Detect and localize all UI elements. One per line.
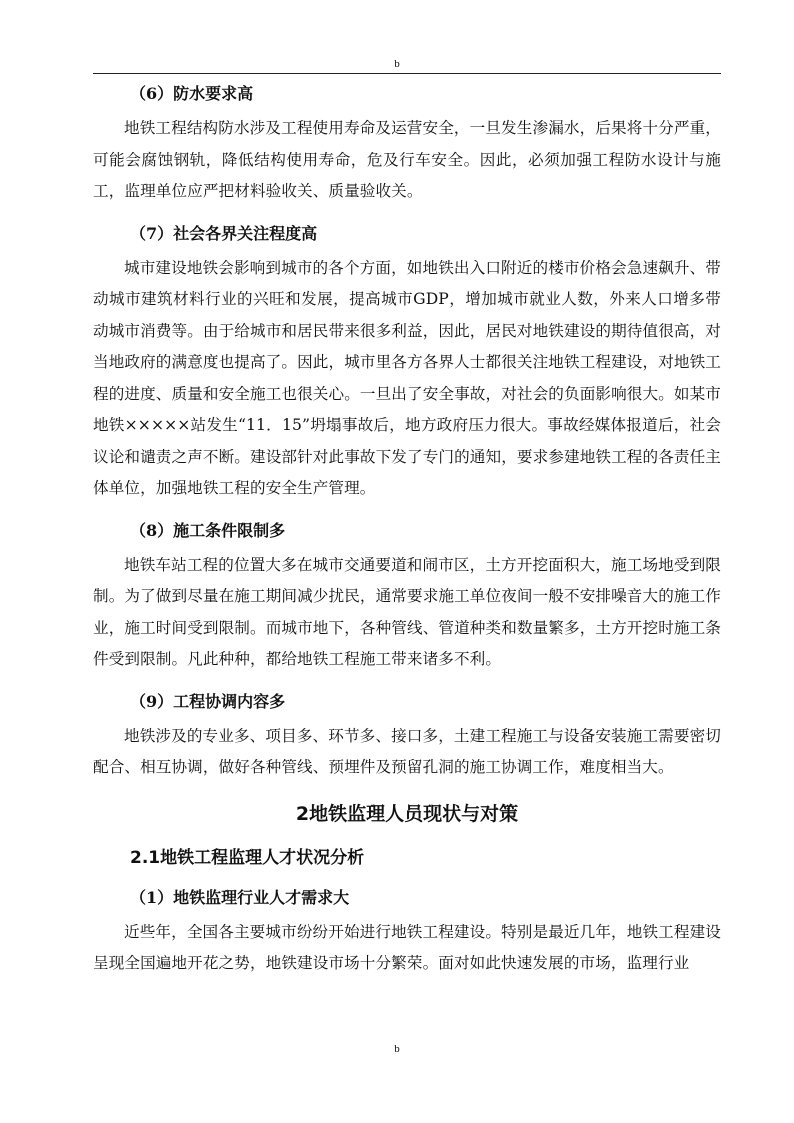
section-title: 2.1地铁工程监理人才状况分析 [130, 847, 365, 868]
page-footer-mark: b [394, 1043, 400, 1055]
chapter-title: 2地铁监理人员现状与对策 [295, 802, 519, 825]
paragraph-waterproofing: 地铁工程结构防水涉及工程使用寿命及运营安全，一旦发生渗漏水，后果将十分严重，可能会腐蚀钢轨，降低结构使用寿命，危及行车安全。因此，必须加强工程防水设计与施工，监理单位应严把材料验收关、质量验收关。 [93, 119, 721, 200]
paragraph-coordination: 地铁涉及的专业多、项目多、环节多、接口多，土建工程施工与设备安装施工需要密切配合、相互协调，做好各种管线、预埋件及预留孔洞的施工协调工作，难度相当大。 [93, 726, 721, 776]
subheading-talent-demand: （1）地铁监理行业人才需求大 [130, 887, 350, 907]
header-rule [93, 73, 721, 74]
paragraph-construction-constraints: 地铁车站工程的位置大多在城市交通要道和闹市区，土方开挖面积大，施工场地受到限制。为了做到尽量在施工期间减少扰民，通常要求施工单位夜间一般不安排噪音大的施工作业，施工时间受到限制。而城市地下，各种管线、管道种类和数量繁多，土方开挖时施工条件受到限制。凡此种种，都给地铁工程施工带来诸多不利。 [93, 555, 721, 668]
subheading-waterproofing: （6）防水要求高 [130, 84, 254, 103]
subheading-construction-constraints: （8）施工条件限制多 [130, 520, 286, 540]
paragraph-talent-demand: 近些年，全国各主要城市纷纷开始进行地铁工程建设。特别是最近几年，地铁工程建设呈现全国遍地开花之势，地铁建设市场十分繁荣。面对如此快速发展的市场，监理行业 [93, 922, 721, 972]
page-header-mark: b [394, 58, 400, 70]
paragraph-public-attention: 城市建设地铁会影响到城市的各个方面，如地铁出入口附近的楼市价格会急速飙升、带动城市建筑材料行业的兴旺和发展，提高城市GDP，增加城市就业人数，外来人口增多带动城市消费等。由于给城市和居民带来很多利益，因此，居民对地铁建设的期待值很高，对当地政府的满意度也提高了。因此，城市里各方各界人士都很关注地铁工程建设，对地铁工程的进度、质量和安全施工也很关心。一旦出了安全事故，对社会的负面影响很大。如某市地铁×××××站发生“11．15”坍塌事故后，地方政府压力很大。事故经媒体报道后，社会议论和谴责之声不断。建设部针对此事故下发了专门的通知，要求参建地铁工程的各责任主体单位，加强地铁工程的安全生产管理。 [93, 258, 721, 497]
subheading-coordination: （9）工程协调内容多 [130, 691, 286, 711]
document-body [93, 78, 721, 980]
subheading-public-attention: （7）社会各界关注程度高 [130, 223, 318, 243]
